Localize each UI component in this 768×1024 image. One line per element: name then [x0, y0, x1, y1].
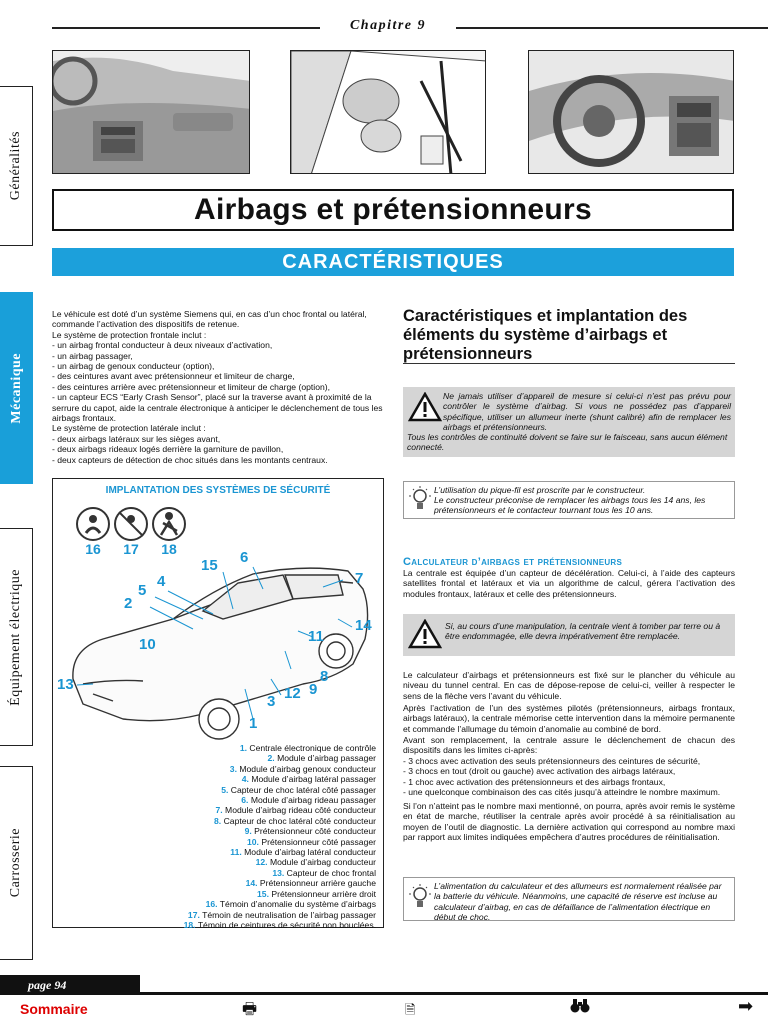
legend-item: 2. Module d’airbag passager: [267, 753, 376, 764]
figure-title: IMPLANTATION DES SYSTÈMES DE SÉCURITÉ: [105, 485, 331, 496]
note-box-piquefil: [403, 481, 735, 519]
lamp-number-16: 16: [85, 541, 101, 557]
airbag-off-lamp-icon: [115, 508, 147, 540]
warning-triangle-icon: [408, 619, 442, 649]
tab-mecanique[interactable]: [0, 292, 33, 484]
header-rule-left: [52, 27, 320, 29]
intro-line: - un airbag passager,: [52, 350, 133, 361]
callout-number: 10: [139, 636, 156, 653]
calculator-paragraph-1: La centrale est équipée d’un capteur de décélération. Celui-ci, à l’aide des capteurs satellites frontal et latéraux et via un algorithme de calcul, gérera l’activation des modules frontaux, latéraux et celle des prétensionneurs.: [403, 568, 735, 599]
warning-text: Ne jamais utiliser d’appareil de mesure si celui-ci n’est pas prévu pour contrôler le système d’airbag. Si vous ne possédez pas d’appareil spécifique, utiliser un allumeur inerte (shunt calibré) afin de remplacer les airbags et prétensionneurs.: [443, 391, 731, 433]
intro-line: - un capteur ECS “Early Crash Sensor”, placé sur la traverse avant à proximité de la serrure du capot, aide la centrale électronique à anticiper le déclenchement de tous les airbags frontaux.: [52, 392, 383, 424]
car-outline: [73, 568, 368, 739]
warning-text-continuity: Tous les contrôles de continuité doivent se faire sur le faisceau, sans aucun élément connecté.: [407, 432, 728, 453]
footer-rule: [140, 992, 768, 995]
legend-item: 16. Témoin d’anomalie du système d’airbags: [205, 899, 376, 910]
legend-item: 6. Module d’airbag rideau passager: [241, 795, 376, 806]
warning-text: Si, au cours d’une manipulation, la centrale vient à tomber par terre ou à être endommagée, elle devra impérativement être remplacée.: [445, 621, 721, 642]
list-item: - 3 chocs en tout (droit ou gauche) avec activation des airbags latéraux,: [403, 766, 676, 777]
callout-number: 9: [309, 681, 318, 698]
warning-box-measuring: [403, 387, 735, 457]
list-item: - une quelconque combinaison des cas cités jusqu’à atteindre le nombre maximum.: [403, 787, 721, 798]
intro-line: Le système de protection latérale inclut :: [52, 423, 206, 434]
lamp-number-17: 17: [123, 541, 139, 557]
callout-number: 13: [57, 676, 74, 693]
list-item: - 1 choc avec activation des prétensionneurs et des airbags frontaux,: [403, 776, 666, 787]
callout-number: 4: [157, 573, 166, 590]
legend-item: 9. Prétensionneur côté conducteur: [244, 826, 376, 837]
tab-equipement-electrique[interactable]: [0, 528, 33, 746]
legend-item: 11. Module d’airbag latéral conducteur: [230, 847, 376, 858]
search-document-icon[interactable]: 🗎: [405, 1002, 416, 1017]
callout-number: 3: [267, 693, 276, 710]
legend-item: 8. Capteur de choc latéral côté conducteur: [214, 815, 376, 826]
tab-carrosserie[interactable]: [0, 766, 33, 960]
photo-steering-wheel: [528, 50, 734, 174]
legend-item: 18. Témoin de ceintures de sécurité non bouclées.: [183, 919, 376, 930]
calculator-paragraph-3: Après l’activation de l’un des systèmes pilotés (prétensionneurs, airbags frontaux, airbags latéraux), la centrale mémorise cette intervention dans la mémoire permanente et commande l’allumage du témoin d’anomalie au combiné de bord.: [403, 703, 735, 734]
calculator-paragraph-4: Avant son remplacement, la centrale assure le déclenchement de chacun des dispositifs dans les limites ci-après:: [403, 735, 735, 756]
intro-line: - deux capteurs de détection de choc situés dans les montants centraux.: [52, 454, 328, 465]
list-item: - 3 chocs avec activation des seuls prétensionneurs des ceintures de sécurité,: [403, 756, 701, 766]
lightbulb-icon: [408, 883, 432, 913]
intro-line: Le véhicule est doté d’un système Siemens qui, en cas d’un choc frontal ou latéral, commande l’activation des dispositifs de retenue.: [52, 309, 367, 330]
intro-line: - des ceintures arrière avec prétensionneur et limiteur de charge (option),: [52, 381, 331, 392]
warning-triangle-icon: [408, 392, 442, 422]
tab-mecanique-label: Mécanique: [8, 352, 24, 424]
section-band-label: CARACTÉRISTIQUES: [282, 250, 504, 273]
legend-item: 7. Module d’airbag rideau côté conducteur: [215, 805, 376, 816]
intro-line: - des ceintures avant avec prétensionneur et limiteur de charge,: [52, 371, 295, 382]
warning-box-dropped: [403, 614, 735, 656]
tab-equipement-electrique-label: Équipement électrique: [8, 568, 23, 706]
intro-line: - un airbag frontal conducteur à deux niveaux d’activation,: [52, 340, 273, 351]
legend-item: 4. Module d’airbag latéral passager: [241, 774, 376, 785]
intro-line: - deux airbags rideaux logés derrière la garniture de pavillon,: [52, 444, 284, 455]
legend-item: 17. Témoin de neutralisation de l’airbag passager: [187, 909, 376, 920]
header-rule-right: [456, 27, 768, 29]
callout-number: 1: [249, 715, 258, 732]
calculator-paragraph-5: Si l’on n’atteint pas le nombre maxi mentionné, on pourra, après avoir remis le système en état de marche, réutiliser la centrale après avoir procédé à sa réinitialisation au moyen de l’outil de diagnostic. La dernière activation qui correspond au nombre maxi par rapport aux limites indiquées empêchera d’autres procédures de réinitialisation.: [403, 801, 735, 843]
intro-line: - deux airbags latéraux sur les sièges avant,: [52, 433, 221, 444]
intro-text: [52, 309, 384, 465]
callout-number: 15: [201, 557, 218, 574]
photo-dashboard-passenger: [52, 50, 250, 174]
calculator-list: [403, 756, 735, 798]
calculator-heading: Calculateur d’airbags et prétensionneurs: [403, 556, 623, 568]
calculator-paragraph-2: Le calculateur d’airbags et prétensionneurs est fixé sur le plancher du véhicule au niveau du tunnel central. En cas de dépose-repose de celui-ci, veiller à respecter le sens de la flèche vers l’avant du véhicule.: [403, 670, 735, 701]
chapter-title: Chapitre 9: [349, 18, 427, 33]
safety-systems-figure: [52, 478, 384, 928]
page-number: page 94: [0, 975, 140, 995]
note-text: L’utilisation du pique-fil est proscrite par le constructeur.: [434, 485, 646, 495]
note-text-replacement: Le constructeur préconise de remplacer les airbags tous les 14 ans, les prétensionneurs et le contacteur tournant tous les 10 ans.: [434, 495, 706, 516]
car-diagram: [53, 479, 383, 749]
callout-number: 14: [355, 617, 372, 634]
callout-number: 8: [320, 668, 329, 685]
legend-item: 10. Prétensionneur côté passager: [247, 836, 376, 847]
legend-item: 12. Module d’airbag conducteur: [255, 857, 376, 868]
page-title-box: [52, 189, 734, 231]
legend-item: 1. Centrale électronique de contrôle: [239, 743, 376, 753]
legend-item: 15. Prétensionneur arrière droit: [257, 888, 376, 899]
section-heading-rule: [403, 363, 735, 364]
callout-number: 11: [308, 628, 324, 645]
seatbelt-lamp-icon: [153, 508, 185, 540]
note-box-power-supply: [403, 877, 735, 921]
callout-number: 12: [284, 685, 301, 702]
lamp-number-18: 18: [161, 541, 177, 557]
tab-generalites[interactable]: [0, 86, 33, 246]
lightbulb-icon: [408, 485, 432, 515]
tab-generalites-label: Généralités: [8, 131, 23, 201]
intro-line: - un airbag de genoux conducteur (option),: [52, 361, 215, 372]
section-heading: Caractéristiques et implantation des éléments du système d’airbags et prétensionneurs: [403, 307, 688, 363]
legend-item: 13. Capteur de choc frontal: [272, 867, 376, 878]
binoculars-icon[interactable]: [570, 998, 590, 1018]
next-page-arrow-icon[interactable]: ➡: [738, 996, 754, 1016]
legend-item: 3. Module d’airbag genoux conducteur: [229, 763, 376, 774]
photo-airbag-deployed: [290, 50, 486, 174]
callout-number: 6: [240, 549, 249, 566]
callout-number: 2: [124, 595, 133, 612]
legend-item: 14. Prétensionneur arrière gauche: [245, 878, 376, 889]
airbag-warning-lamp-icon: [77, 508, 109, 540]
figure-legend: [56, 743, 376, 930]
legend-item: 5. Capteur de choc latéral côté passager: [221, 784, 376, 795]
page-title: Airbags et prétensionneurs: [194, 193, 592, 226]
sommaire-link[interactable]: Sommaire: [20, 1001, 88, 1017]
callout-number: 7: [355, 570, 364, 587]
note-text: L’alimentation du calculateur et des allumeurs est normalement réalisée par la batterie du véhicule. Néanmoins, une capacité de réserve est incluse au calculateur d’airbag, en cas de défaillance de l’alimentation électrique en début de choc.: [434, 881, 722, 923]
intro-line: Le système de protection frontale inclut :: [52, 329, 207, 340]
tab-carrosserie-label: Carrosserie: [8, 828, 23, 898]
callout-number: 5: [138, 582, 147, 599]
print-icon[interactable]: 🖶: [242, 1001, 258, 1018]
section-band: [52, 248, 734, 276]
